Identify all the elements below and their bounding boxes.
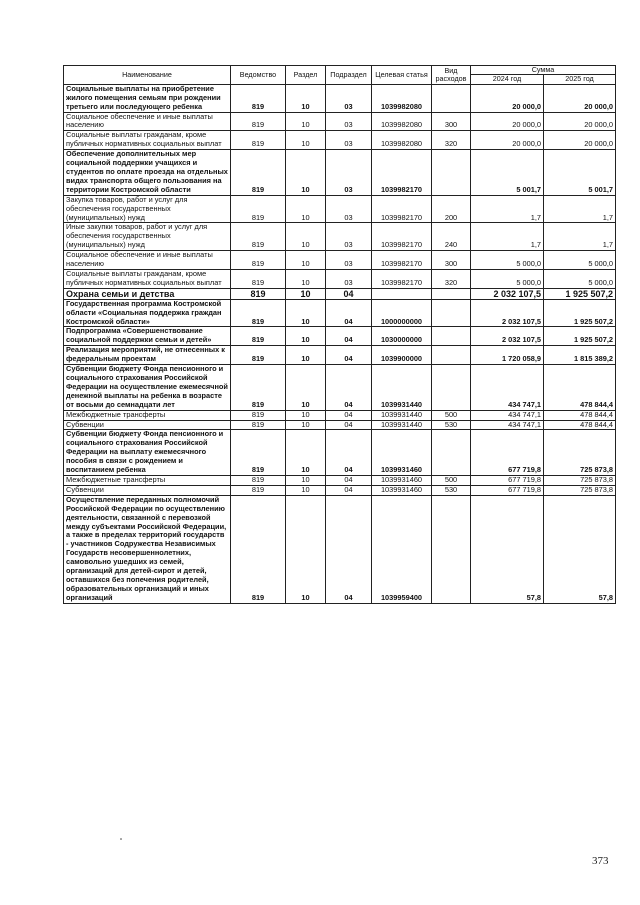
cell-podrazdel: 03: [326, 223, 372, 251]
cell-podrazdel: 04: [326, 420, 372, 430]
cell-name: Охрана семьи и детства: [64, 288, 231, 299]
cell-razdel: 10: [286, 251, 326, 270]
cell-sum-2024: 677 719,8: [471, 475, 544, 485]
cell-razdel: 10: [286, 485, 326, 495]
table-row: [64, 112, 616, 131]
cell-razdel: 10: [286, 223, 326, 251]
cell-sum-2025: 1 925 507,2: [544, 299, 616, 327]
cell-name: Субвенции: [64, 420, 231, 430]
cell-target-article: 1039931460: [372, 430, 432, 476]
cell-podrazdel: 03: [326, 84, 372, 112]
cell-podrazdel: 04: [326, 288, 372, 299]
table-row: [64, 420, 616, 430]
cell-sum-2024: 5 000,0: [471, 251, 544, 270]
cell-name: Государственная программа Костромской области «Социальная поддержка граждан Костромской области»: [64, 299, 231, 327]
cell-razdel: 10: [286, 269, 326, 288]
cell-sum-2025: 725 873,8: [544, 430, 616, 476]
cell-expense-type: 320: [432, 131, 471, 150]
cell-sum-2024: 434 747,1: [471, 365, 544, 411]
cell-razdel: 10: [286, 84, 326, 112]
cell-expense-type: 300: [432, 112, 471, 131]
table-header: [64, 66, 616, 85]
cell-sum-2025: 725 873,8: [544, 485, 616, 495]
header-target-article: Целевая статья: [372, 66, 432, 85]
cell-vedomstvo: 819: [231, 410, 286, 420]
cell-sum-2025: 20 000,0: [544, 112, 616, 131]
cell-name: Социальные выплаты гражданам, кроме публичных нормативных социальных выплат: [64, 131, 231, 150]
header-name: Наименование: [64, 66, 231, 85]
cell-vedomstvo: 819: [231, 495, 286, 603]
cell-sum-2025: 20 000,0: [544, 84, 616, 112]
cell-expense-type: 530: [432, 485, 471, 495]
cell-razdel: 10: [286, 195, 326, 223]
table-row: [64, 475, 616, 485]
cell-razdel: 10: [286, 327, 326, 346]
cell-razdel: 10: [286, 150, 326, 196]
cell-vedomstvo: 819: [231, 150, 286, 196]
cell-podrazdel: 04: [326, 346, 372, 365]
cell-vedomstvo: 819: [231, 84, 286, 112]
cell-name: Социальное обеспечение и иные выплаты населению: [64, 112, 231, 131]
cell-podrazdel: 03: [326, 112, 372, 131]
cell-name: Обеспечение дополнительных мер социальной поддержки учащихся и студентов по оплате проезда на отдельных видах транспорта общего пользования на территории Костромской области: [64, 150, 231, 196]
cell-name: Субвенции бюджету Фонда пенсионного и социального страхования Российской Федерации на выплату ежемесячного пособия в связи с рождением и воспитанием ребенка: [64, 430, 231, 476]
table-row: [64, 131, 616, 150]
cell-sum-2024: 2 032 107,5: [471, 327, 544, 346]
cell-name: Осуществление переданных полномочий Российской Федерации по осуществлению деятельности, связанной с перевозкой между субъектами Российской Федерации, а также в пределах территорий государств - участников Содружества Независимых Государств несовершеннолетних, самовольно ушедших из семей, организаций для детей-сирот и детей, оставшихся без попечения родителей, образовательных организаций и иных организаций: [64, 495, 231, 603]
cell-sum-2024: 1 720 058,9: [471, 346, 544, 365]
cell-sum-2024: 2 032 107,5: [471, 288, 544, 299]
cell-name: Подпрограмма «Совершенствование социальной поддержки семьи и детей»: [64, 327, 231, 346]
cell-name: Межбюджетные трансферты: [64, 475, 231, 485]
cell-sum-2024: 20 000,0: [471, 131, 544, 150]
cell-podrazdel: 04: [326, 410, 372, 420]
table-row: [64, 327, 616, 346]
cell-sum-2025: 1 925 507,2: [544, 288, 616, 299]
cell-sum-2025: 57,8: [544, 495, 616, 603]
cell-sum-2024: 1,7: [471, 195, 544, 223]
table-row: [64, 251, 616, 270]
cell-expense-type: [432, 346, 471, 365]
cell-name: Социальное обеспечение и иные выплаты населению: [64, 251, 231, 270]
cell-name: Социальные выплаты гражданам, кроме публичных нормативных социальных выплат: [64, 269, 231, 288]
cell-podrazdel: 04: [326, 495, 372, 603]
table-row: [64, 410, 616, 420]
cell-sum-2025: 20 000,0: [544, 131, 616, 150]
cell-razdel: 10: [286, 475, 326, 485]
cell-sum-2024: 20 000,0: [471, 112, 544, 131]
cell-expense-type: [432, 430, 471, 476]
cell-vedomstvo: 819: [231, 131, 286, 150]
cell-target-article: 1039959400: [372, 495, 432, 603]
cell-razdel: 10: [286, 299, 326, 327]
table-row: [64, 195, 616, 223]
cell-target-article: 1039931460: [372, 485, 432, 495]
cell-vedomstvo: 819: [231, 288, 286, 299]
header-podrazdel: Подраздел: [326, 66, 372, 85]
cell-sum-2025: 1 925 507,2: [544, 327, 616, 346]
cell-sum-2025: 478 844,4: [544, 365, 616, 411]
cell-target-article: 1039982080: [372, 131, 432, 150]
cell-target-article: 1039982170: [372, 251, 432, 270]
cell-vedomstvo: 819: [231, 223, 286, 251]
cell-razdel: 10: [286, 112, 326, 131]
cell-sum-2025: 725 873,8: [544, 475, 616, 485]
header-expense-type: Вид расходов: [432, 66, 471, 85]
cell-sum-2024: 57,8: [471, 495, 544, 603]
cell-target-article: 1000000000: [372, 299, 432, 327]
cell-sum-2024: 434 747,1: [471, 410, 544, 420]
cell-target-article: [372, 288, 432, 299]
cell-target-article: 1039931440: [372, 365, 432, 411]
cell-podrazdel: 04: [326, 430, 372, 476]
scan-speck: [120, 838, 122, 840]
cell-target-article: 1039982080: [372, 84, 432, 112]
header-summa: Сумма: [471, 66, 616, 75]
cell-sum-2024: 1,7: [471, 223, 544, 251]
cell-target-article: 1039982080: [372, 112, 432, 131]
cell-podrazdel: 04: [326, 327, 372, 346]
cell-vedomstvo: 819: [231, 346, 286, 365]
cell-vedomstvo: 819: [231, 112, 286, 131]
table-row: [64, 84, 616, 112]
cell-razdel: 10: [286, 410, 326, 420]
cell-sum-2025: 5 001,7: [544, 150, 616, 196]
cell-expense-type: [432, 299, 471, 327]
cell-sum-2024: 20 000,0: [471, 84, 544, 112]
cell-podrazdel: 03: [326, 150, 372, 196]
cell-expense-type: [432, 365, 471, 411]
cell-razdel: 10: [286, 346, 326, 365]
cell-name: Иные закупки товаров, работ и услуг для обеспечения государственных (муниципальных) нужд: [64, 223, 231, 251]
cell-sum-2024: 434 747,1: [471, 420, 544, 430]
cell-sum-2025: 478 844,4: [544, 420, 616, 430]
cell-expense-type: [432, 495, 471, 603]
cell-sum-2024: 677 719,8: [471, 485, 544, 495]
cell-vedomstvo: 819: [231, 420, 286, 430]
cell-razdel: 10: [286, 365, 326, 411]
cell-vedomstvo: 819: [231, 430, 286, 476]
cell-podrazdel: 03: [326, 195, 372, 223]
table-row: [64, 430, 616, 476]
header-razdel: Раздел: [286, 66, 326, 85]
cell-target-article: 1030000000: [372, 327, 432, 346]
cell-vedomstvo: 819: [231, 251, 286, 270]
cell-name: Социальные выплаты на приобретение жилого помещения семьям при рождении третьего или последующего ребенка: [64, 84, 231, 112]
cell-podrazdel: 04: [326, 365, 372, 411]
table-body: [64, 84, 616, 603]
cell-razdel: 10: [286, 288, 326, 299]
cell-expense-type: 300: [432, 251, 471, 270]
cell-target-article: 1039982170: [372, 195, 432, 223]
cell-target-article: 1039931440: [372, 410, 432, 420]
cell-vedomstvo: 819: [231, 475, 286, 485]
cell-sum-2024: 2 032 107,5: [471, 299, 544, 327]
cell-sum-2025: 1,7: [544, 223, 616, 251]
cell-vedomstvo: 819: [231, 299, 286, 327]
cell-expense-type: [432, 150, 471, 196]
cell-name: Межбюджетные трансферты: [64, 410, 231, 420]
cell-podrazdel: 04: [326, 475, 372, 485]
cell-target-article: 1039900000: [372, 346, 432, 365]
header-year-2024: 2024 год: [471, 75, 544, 84]
cell-sum-2024: 5 001,7: [471, 150, 544, 196]
cell-vedomstvo: 819: [231, 327, 286, 346]
cell-expense-type: 530: [432, 420, 471, 430]
cell-razdel: 10: [286, 495, 326, 603]
cell-sum-2024: 677 719,8: [471, 430, 544, 476]
cell-sum-2024: 5 000,0: [471, 269, 544, 288]
cell-razdel: 10: [286, 131, 326, 150]
cell-target-article: 1039931460: [372, 475, 432, 485]
cell-expense-type: 500: [432, 410, 471, 420]
cell-sum-2025: 478 844,4: [544, 410, 616, 420]
cell-razdel: 10: [286, 420, 326, 430]
cell-podrazdel: 04: [326, 299, 372, 327]
cell-sum-2025: 1,7: [544, 195, 616, 223]
cell-expense-type: [432, 327, 471, 346]
table-row: [64, 150, 616, 196]
header-year-2025: 2025 год: [544, 75, 616, 84]
cell-vedomstvo: 819: [231, 269, 286, 288]
cell-expense-type: 320: [432, 269, 471, 288]
cell-target-article: 1039982170: [372, 150, 432, 196]
cell-expense-type: 240: [432, 223, 471, 251]
table-row: [64, 223, 616, 251]
cell-name: Реализация мероприятий, не отнесенных к федеральным проектам: [64, 346, 231, 365]
cell-podrazdel: 04: [326, 485, 372, 495]
cell-sum-2025: 5 000,0: [544, 251, 616, 270]
page-number: 373: [592, 855, 609, 867]
cell-vedomstvo: 819: [231, 365, 286, 411]
table-row: [64, 495, 616, 603]
header-vedomstvo: Ведомство: [231, 66, 286, 85]
table-row: [64, 485, 616, 495]
table-row: [64, 299, 616, 327]
cell-vedomstvo: 819: [231, 195, 286, 223]
table-row: [64, 288, 616, 299]
cell-expense-type: 500: [432, 475, 471, 485]
table-row: [64, 365, 616, 411]
cell-target-article: 1039931440: [372, 420, 432, 430]
cell-name: Субвенции: [64, 485, 231, 495]
cell-podrazdel: 03: [326, 269, 372, 288]
cell-name: Субвенции бюджету Фонда пенсионного и социального страхования Российской Федерации на осуществление ежемесячной денежной выплаты на ребенка в возрасте от восьми до семнадцати лет: [64, 365, 231, 411]
cell-sum-2025: 5 000,0: [544, 269, 616, 288]
cell-target-article: 1039982170: [372, 269, 432, 288]
table-row: [64, 346, 616, 365]
cell-name: Закупка товаров, работ и услуг для обеспечения государственных (муниципальных) нужд: [64, 195, 231, 223]
cell-sum-2025: 1 815 389,2: [544, 346, 616, 365]
cell-target-article: 1039982170: [372, 223, 432, 251]
cell-vedomstvo: 819: [231, 485, 286, 495]
table-row: [64, 269, 616, 288]
cell-podrazdel: 03: [326, 131, 372, 150]
cell-expense-type: [432, 288, 471, 299]
cell-expense-type: 200: [432, 195, 471, 223]
cell-expense-type: [432, 84, 471, 112]
cell-razdel: 10: [286, 430, 326, 476]
cell-podrazdel: 03: [326, 251, 372, 270]
budget-table: [63, 65, 616, 604]
